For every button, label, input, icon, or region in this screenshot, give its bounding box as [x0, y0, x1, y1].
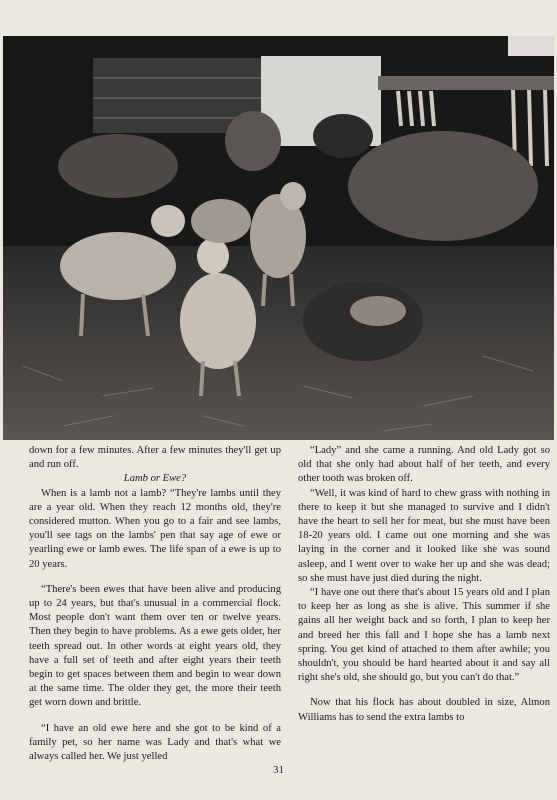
paragraph: “There's been ewes that have been alive and producing up to 24 years, but that's unusual in a commercial flock. Most people don't want them over ten or twelve years. Then they begin to have problems. As a ewe gets older, her teeth spread out. In other words at eight years old, they have a full set of teeth and after eight years their teeth begin to get spaces between them and begin to wear down at the same time. The older they get, the more their teeth get worn down and brittle.	[29, 583, 281, 709]
paragraph: “Lady” and she came a running. And old Lady got so old that she only had about half of her teeth, and every other tooth was broken off.	[298, 445, 550, 485]
sheep-photo-graphic	[3, 36, 554, 440]
paragraph: “I have one out there that's about 15 years old and I plan to keep her as long as she is alive. This summer if she gains all her weight back and so forth, I plan to keep her and breed her this fall and I hope she has a lamb next spring. You get kind of attached to them after awhile; you shouldn't, you should be hard hearted about it and say all right she's old, she should go, but you can't do that.”	[298, 587, 550, 684]
section-subheading: Lamb or Ewe?	[123, 473, 187, 485]
paragraph: “Well, it was kind of hard to chew grass with nothing in there to keep it but she managed to survive and I didn't have the heart to sell her for meat, but she must have been 18-20 years old. I came out one morning and she was laying in the corner and it looked like she was sound asleep, and I went over to wake her up and she was dead; so she must have just died during the night.	[298, 487, 550, 584]
paragraph: down for a few minutes. After a few minutes they'll get up and run off.	[29, 445, 281, 471]
paragraph: “I have an old ewe here and she got to be kind of a family pet, so her name was Lady and that's what we always called her. We just yelled	[29, 722, 281, 763]
sheep-photo	[3, 36, 554, 440]
paragraph: When is a lamb not a lamb? “They're lambs until they are a year old. When they reach 12 months old, they're considered mutton. When you go to a fair and see lambs, you'll see tags on the lambs' pen that say age of ewe or yearling ewe or lamb ewes. The life span of a ewe is up to 20 years.	[29, 487, 281, 570]
text-column-right	[298, 444, 550, 725]
page-number: 31	[273, 764, 284, 776]
text-column-left	[29, 444, 281, 764]
paragraph: Now that his flock has about doubled in size, Almon Williams has to send the extra lambs to	[298, 697, 550, 723]
